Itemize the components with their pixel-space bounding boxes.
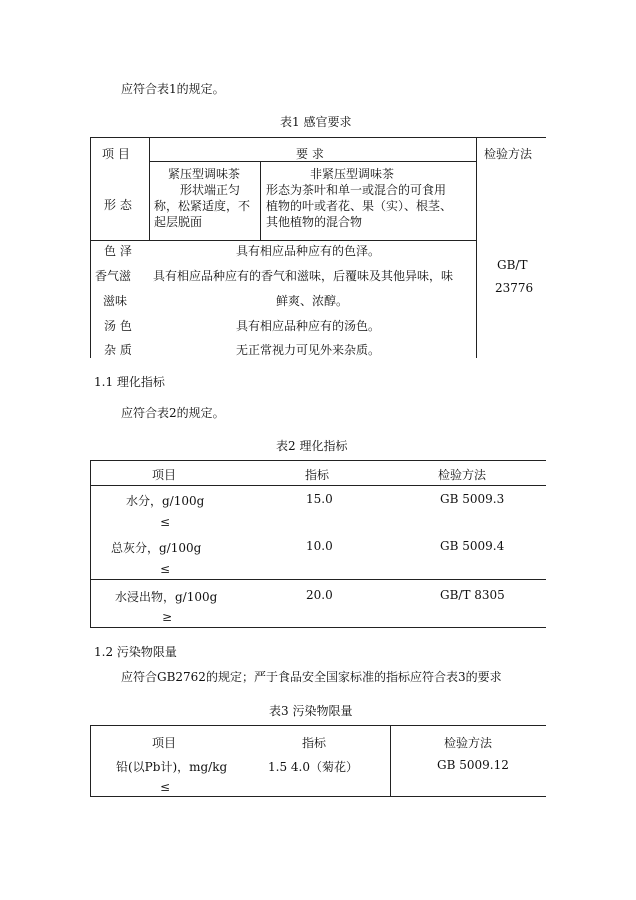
table1-item-divider (149, 137, 150, 240)
table2-row1-comparator: ≤ (160, 515, 171, 529)
table1-row-aroma-text: 具有相应品种应有的香气和滋味，后覆味及其他异味，味 (153, 269, 454, 283)
table1-row-impurity-label: 杂 质 (104, 343, 132, 357)
table1-header-requirement: 要 求 (296, 147, 324, 161)
table1-row-taste-text: 鲜爽、浓醇。 (276, 294, 349, 308)
table2-row2-comparator: ≤ (160, 562, 171, 576)
table2-row1-value: 15.0 (306, 492, 333, 506)
table3-header-value: 指标 (302, 736, 327, 750)
table2-row2-value: 10.0 (306, 539, 333, 553)
table3-left-border (90, 725, 91, 797)
table3-top-border (90, 725, 546, 726)
intro-text-table1: 应符合表1的规定。 (121, 82, 225, 96)
table3-row-method: GB 5009.12 (437, 758, 509, 772)
table1-caption: 表1 感官要求 (280, 115, 352, 129)
table1-loose-line3: 其他植物的混合物 (266, 215, 363, 229)
table1-row-soup-text: 具有相应品种应有的汤色。 (236, 319, 381, 333)
table1-compact-line3: 起层脱面 (154, 215, 203, 229)
table3-row-item: 铅(以Pb计)，mg/kg (116, 760, 228, 774)
table1-row-impurity-text: 无正常视力可见外来杂质。 (236, 343, 381, 357)
table2-header-item: 项目 (152, 468, 177, 482)
table2-row3-method: GB/T 8305 (440, 588, 505, 602)
table1-loose-line1: 形态为茶叶和单一或混合的可食用 (266, 183, 447, 197)
table2-header-method: 检验方法 (438, 468, 487, 482)
table2-row2-item: 总灰分，g/100g (111, 541, 202, 555)
table1-subcol-divider (260, 161, 261, 240)
table2-header-rule (90, 485, 546, 486)
table2-row1-item: 水分，g/100g (126, 494, 205, 508)
table2-row1-method: GB 5009.3 (440, 492, 505, 506)
table2-top-border (90, 460, 546, 461)
table3-bottom-border (90, 796, 546, 797)
table1-method-divider (476, 137, 477, 358)
section-1-2-heading: 1.2 污染物限量 (94, 645, 177, 659)
table2-row2-method: GB 5009.4 (440, 539, 505, 553)
table1-header-method: 检验方法 (484, 147, 533, 161)
table2-bottom-border (90, 627, 546, 628)
table2-header-value: 指标 (305, 468, 330, 482)
section-1-1-heading: 1.1 理化指标 (94, 375, 165, 389)
table1-row-color-label: 色 泽 (104, 244, 132, 258)
table1-method-line1: GB/T (497, 258, 528, 272)
table2-row3-item: 水浸出物，g/100g (115, 590, 218, 604)
table1-col-loose: 非紧压型调味茶 (310, 167, 395, 181)
table3-method-divider (390, 725, 391, 797)
table1-row-color-text: 具有相应品种应有的色泽。 (236, 244, 381, 258)
table3-header-method: 检验方法 (444, 736, 493, 750)
table3-caption: 表3 污染物限量 (269, 704, 353, 718)
table1-col-compact: 紧压型调味茶 (168, 167, 241, 181)
table1-header-item: 项 目 (102, 147, 130, 161)
table1-left-border (90, 137, 91, 358)
table2-row-rule (90, 579, 546, 580)
table2-row3-comparator: ≥ (162, 610, 173, 624)
table3-row-value: 1.5 4.0（菊花） (268, 760, 358, 774)
table1-row-taste-label: 滋味 (103, 294, 128, 308)
table1-compact-line1: 形状端正匀 (180, 183, 241, 197)
table2-caption: 表2 理化指标 (276, 439, 348, 453)
table3-header-item: 项目 (152, 736, 177, 750)
table2-row3-value: 20.0 (306, 588, 333, 602)
table1-shape-bottom-rule (90, 240, 476, 241)
intro-text-table3: 应符合GB2762的规定；严于食品安全国家标准的指标应符合表3的要求 (121, 670, 502, 684)
table1-method-line2: 23776 (495, 281, 534, 295)
table1-row-shape-label: 形 态 (104, 198, 132, 212)
table1-row-aroma-label: 香气滋 (95, 269, 132, 283)
table1-top-border (90, 137, 546, 138)
table1-loose-line2: 植物的叶或者花、果（实）、根茎、 (266, 199, 453, 213)
table3-row-comparator: ≤ (160, 780, 171, 794)
table1-compact-line2: 称，松紧适度，不 (154, 199, 251, 213)
table1-row-soup-label: 汤 色 (104, 319, 132, 333)
intro-text-table2: 应符合表2的规定。 (121, 406, 225, 420)
table2-left-border (90, 460, 91, 627)
